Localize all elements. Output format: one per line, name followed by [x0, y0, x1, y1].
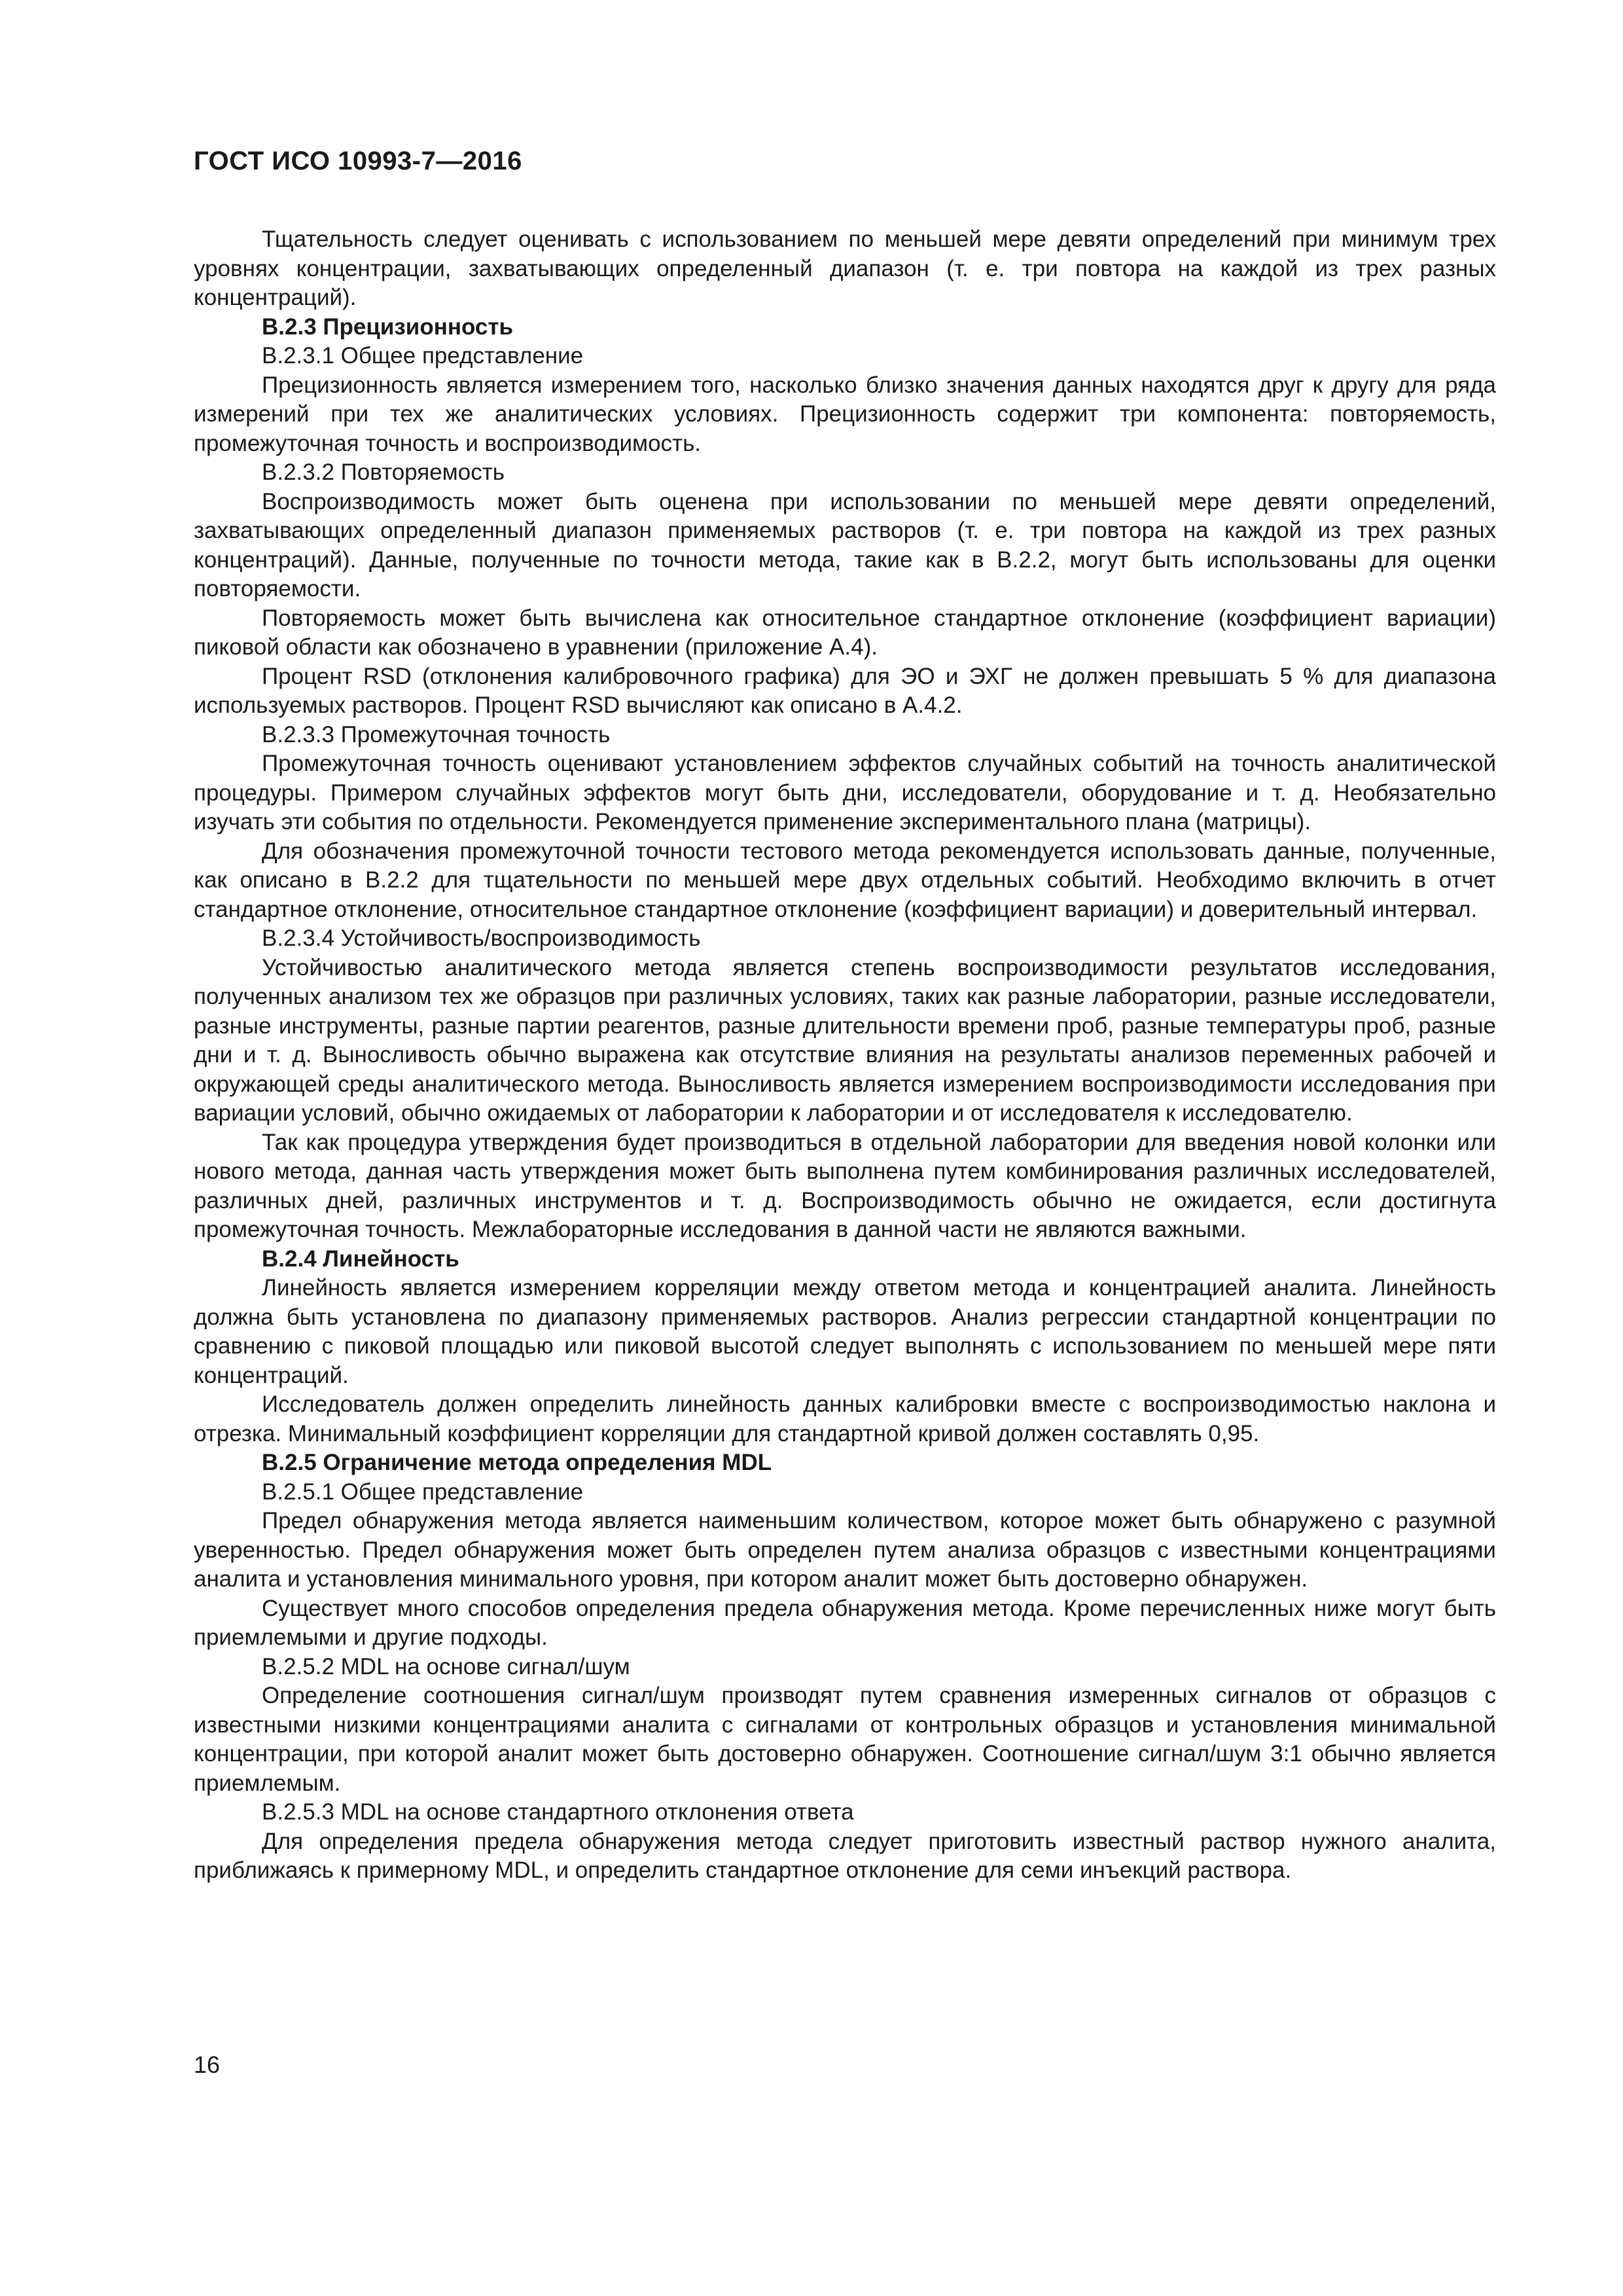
document-body — [194, 225, 1496, 1886]
body-paragraph: Тщательность следует оценивать с использованием по меньшей мере девяти определений при минимум трех уровнях концентрации, захватывающих определенный диапазон (т. е. три повтора на каждой из трех разных концентраций). — [194, 226, 1496, 310]
body-paragraph: Промежуточная точность оценивают установлением эффектов случайных событий на точность аналитической процедуры. Примером случайных эффектов могут быть дни, исследователи, оборудование и т. д. Необязательно изучать эти события по отдельности. Рекомендуется применение экспериментального плана (матрицы). — [194, 751, 1496, 834]
subsection-heading: В.2.3.3 Промежуточная точность — [262, 721, 611, 747]
body-paragraph: Прецизионность является измерением того, насколько близко значения данных находятся друг к другу для ряда измерений при тех же аналитических условиях. Прецизионность содержит три компонента: повторяемость, промежуточная точность и воспроизводимость. — [194, 372, 1496, 456]
body-paragraph: Определение соотношения сигнал/шум производят путем сравнения измеренных сигналов от образцов с известными низкими концентрациями аналита с сигналами от контрольных образцов и установления минимальной концентрации, при которой аналит может быть достоверно обнаружен. Соотношение сигнал/шум 3:1 обычно является приемлемым. — [194, 1683, 1496, 1796]
subsection-heading: В.2.5.3 MDL на основе стандартного отклонения ответа — [262, 1799, 854, 1825]
body-paragraph: Так как процедура утверждения будет производиться в отдельной лаборатории для введения новой колонки или нового метода, данная часть утверждения может быть выполнена путем комбинирования различных исследователей, различных дней, различных инструментов и т. д. Воспроизводимость обычно не ожидается, если достигнута промежуточная точность. Межлабораторные исследования в данной части не являются важными. — [194, 1129, 1496, 1242]
body-paragraph: Существует много способов определения предела обнаружения метода. Кроме перечисленных ниже могут быть приемлемыми и другие подходы. — [194, 1595, 1496, 1650]
section-heading: В.2.3 Прецизионность — [262, 314, 514, 340]
body-paragraph: Воспроизводимость может быть оценена при использовании по меньшей мере девяти определений, захватывающих определенный диапазон применяемых растворов (т. е. три повтора на каждой из трех разных концентраций). Данные, полученные по точности метода, такие как в В.2.2, могут быть использованы для оценки повторяемости. — [194, 488, 1496, 601]
subsection-heading: В.2.5.2 MDL на основе сигнал/шум — [262, 1653, 630, 1679]
subsection-heading: В.2.3.2 Повторяемость — [262, 459, 505, 485]
body-paragraph: Устойчивостью аналитического метода является степень воспроизводимости результатов исследования, полученных анализом тех же образцов при различных условиях, таких как разные лаборатории, разные исследователи, разные инструменты, разные партии реагентов, разные длительности времени проб, разные температуры проб, разные дни и т. д. Выносливость обычно выражена как отсутствие влияния на результаты анализов переменных рабочей и окружающей среды аналитического метода. Выносливость является измерением воспроизводимости исследования при вариации условий, обычно ожидаемых от лаборатории к лаборатории и от исследователя к исследователю. — [194, 954, 1496, 1126]
standard-header: ГОСТ ИСО 10993-7—2016 — [194, 147, 522, 175]
body-paragraph: Предел обнаружения метода является наименьшим количеством, которое может быть обнаружено с разумной уверенностью. Предел обнаружения может быть определен путем анализа образцов с известными концентрациями аналита и установления минимального уровня, при котором аналит может быть достоверно обнаружен. — [194, 1508, 1496, 1592]
body-paragraph: Повторяемость может быть вычислена как относительное стандартное отклонение (коэффициент вариации) пиковой области как обозначено в уравнении (приложение А.4). — [194, 605, 1496, 660]
body-paragraph: Исследователь должен определить линейность данных калибровки вместе с воспроизводимостью наклона и отрезка. Минимальный коэффициент корреляции для стандартной кривой должен составлять 0,95. — [194, 1391, 1496, 1446]
subsection-heading: В.2.3.1 Общее представление — [262, 343, 584, 368]
subsection-heading: В.2.5.1 Общее представление — [262, 1479, 584, 1505]
body-paragraph: Для обозначения промежуточной точности тестового метода рекомендуется использовать данные, полученные, как описано в В.2.2 для тщательности по меньшей мере двух отдельных событий. Необходимо включить в отчет стандартное отклонение, относительное стандартное отклонение (коэффициент вариации) и доверительный интервал. — [194, 838, 1496, 922]
section-heading: В.2.4 Линейность — [262, 1246, 459, 1272]
body-paragraph: Линейность является измерением корреляции между ответом метода и концентрацией аналита. Линейность должна быть установлена по диапазону применяемых растворов. Анализ регрессии стандартной концентрации по сравнению с пиковой площадью или пиковой высотой следует выполнять с использованием по меньшей мере пяти концентраций. — [194, 1275, 1496, 1388]
body-paragraph: Процент RSD (отклонения калибровочного графика) для ЭО и ЭХГ не должен превышать 5 % для диапазона используемых растворов. Процент RSD вычисляют как описано в А.4.2. — [194, 663, 1496, 718]
page-number: 16 — [194, 2051, 221, 2078]
section-heading: В.2.5 Ограничение метода определения MDL — [262, 1450, 772, 1475]
subsection-heading: В.2.3.4 Устойчивость/воспроизводимость — [262, 925, 701, 951]
body-paragraph: Для определения предела обнаружения метода следует приготовить известный раствор нужного аналита, приближаясь к примерному MDL, и определить стандартное отклонение для семи инъекций раствора. — [194, 1828, 1496, 1883]
